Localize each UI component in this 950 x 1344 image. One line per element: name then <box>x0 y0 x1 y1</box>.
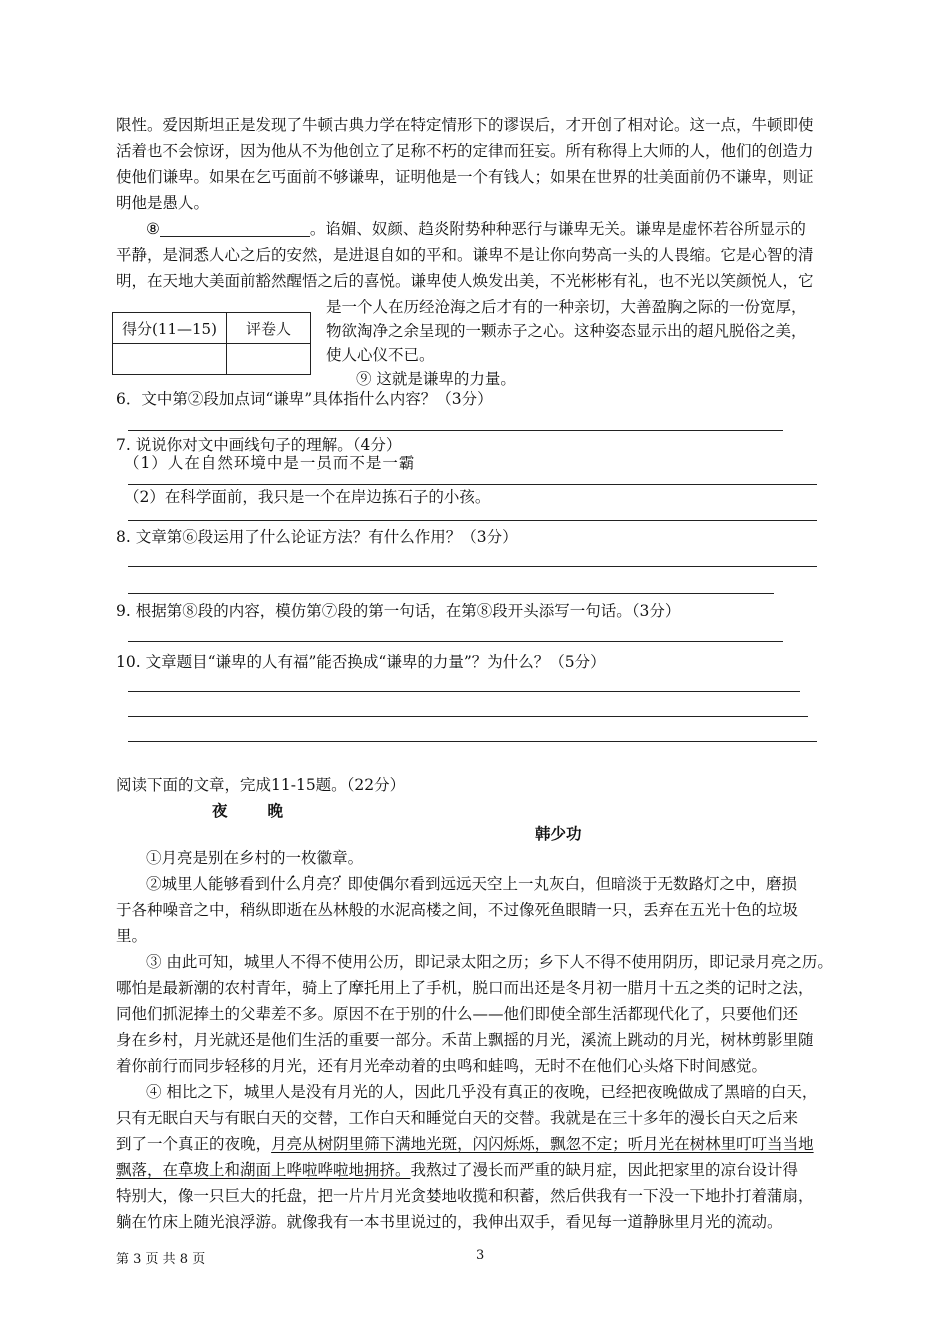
p4-line-2: 只有无眠白天与有眠白天的交替，工作白天和睡觉白天的交替。我就是在三十多年的漫长白天之后来 <box>116 1109 799 1127</box>
p2-line-1: ②城里人能够看到什么月亮？即使偶尔看到远远天空上一丸灰白，但暗淡于无数路灯之中，磨损 <box>146 875 798 893</box>
p9-line: ⑨ 这就是谦卑的力量。 <box>356 370 516 388</box>
question-8: 8. 文章第⑥段运用了什么论证方法？有什么作用？（3分） <box>116 528 518 546</box>
score-cell[interactable] <box>113 344 227 375</box>
answer-line-10-1[interactable] <box>128 691 800 692</box>
p1-end: 。 <box>347 849 364 867</box>
p8-line-2: 平静，是洞悉人心之后的安然，是进退自如的平和。谦卑不是让你向势高一头的人畏缩。它是心智的清 <box>116 246 814 264</box>
question-7: 7. 说说你对文中画线句子的理解。（4分） <box>116 436 402 454</box>
p3-line-4: 身在乡村，月光就还是他们生活的重要一部分。禾苗上飘摇的月光，溪流上跳动的月光，树林剪影里随 <box>116 1031 814 1049</box>
p4-line-3 <box>116 1131 814 1157</box>
score-label: 得分(11—15) <box>113 313 227 344</box>
underlined-sentence-part-1: 月亮从树阴里筛下满地光斑，闪闪烁烁，飘忽不定；听月光在树林里叮叮当当地 <box>271 1135 814 1153</box>
p4-line-6: 躺在竹床上随光浪浮游。就像我有一本书里说过的，我伸出双手，看见每一道静脉里月光的流动。 <box>116 1213 783 1231</box>
p7-line-4: 明他是愚人。 <box>116 194 210 212</box>
answer-line-7-2[interactable] <box>128 520 817 521</box>
passage-2-instruction: 阅读下面的文章，完成11-15题。（22分） <box>116 776 406 794</box>
p8-side-line-1: 是一个人在历经沧海之后才有的一种亲切，大善盈胸之际的一份宽厚， <box>326 298 807 316</box>
question-7-part-2: （2）在科学面前，我只是一个在岸边拣石子的小孩。 <box>124 488 491 506</box>
p2-line-2: 于各种噪音之中，稍纵即逝在丛林般的水泥高楼之间，不过像死鱼眼睛一只，丢弃在五光十色的垃圾 <box>116 901 799 919</box>
p4-line-1: ④ 相比之下，城里人是没有月光的人，因此几乎没有真正的夜晚，已经把夜晚做成了黑暗的白天， <box>146 1083 818 1101</box>
p7-line-3: 使他们谦卑。如果在乞丐面前不够谦卑，证明他是一个有钱人；如果在世界的壮美面前仍不谦卑，则证 <box>116 168 814 186</box>
p4-line-4 <box>116 1157 798 1183</box>
p7-line-2: 活着也不会惊讶，因为他从不为他创立了足称不朽的定律而狂妄。所有称得上大师的人，他们的创造力 <box>116 142 814 160</box>
question-10: 10. 文章题目“谦卑的人有福”能否换成“谦卑的力量”？为什么？（5分） <box>116 653 606 671</box>
p8-first-line <box>146 216 806 242</box>
p3-line-1: ③ 由此可知，城里人不得不使用公历，即记录太阳之历；乡下人不得不使用阴历，即记录月亮之历。 <box>146 953 833 971</box>
p3-line-2: 哪怕是最新潮的农村青年，骑上了摩托用上了手机，脱口而出还是冬月初一腊月十五之类的记时之法， <box>116 979 814 997</box>
footer-page-info: 第 3 页 共 8 页 <box>116 1252 206 1267</box>
score-box <box>112 312 311 375</box>
p8-side-line-3: 使人心仪不已。 <box>326 346 435 364</box>
answer-line-8-1[interactable] <box>128 566 817 567</box>
title-char-2: 晚 <box>267 801 284 820</box>
p8-first-tail: 。谄媚、奴颜、趋炎附势种种恶行与谦卑无关。谦卑是虚怀若谷所显示的 <box>309 220 806 238</box>
passage-2-title <box>212 800 283 822</box>
answer-line-10-3[interactable] <box>128 741 817 742</box>
p4-line-5: 特别大，像一只巨大的托盘，把一片片月光贪婪地收揽和积蓄，然后供我有一下没一下地扑打着蒲扇， <box>116 1187 814 1205</box>
title-char-1: 夜 <box>212 801 228 820</box>
p3-line-3: 同他们抓泥捧土的父辈差不多。原因不在于别的什么——他们即使全部生活都现代化了，只要他们还 <box>116 1005 799 1023</box>
question-9: 9. 根据第⑧段的内容，模仿第⑦段的第一句话，在第⑧段开头添写一句话。（3分） <box>116 602 681 620</box>
passage-2-author: 韩少功 <box>535 826 582 843</box>
grader-label: 评卷人 <box>227 313 311 344</box>
question-6: 6．文中第②段加点词“谦卑”具体指什么内容？（3分） <box>116 390 493 408</box>
p8-side-line-2: 物欲淘净之余呈现的一颗赤子之心。这种姿态显示出的超凡脱俗之美， <box>326 322 807 340</box>
p4-l3-pre: 到了一个 <box>116 1135 179 1153</box>
p8-fill-blank[interactable] <box>160 218 310 237</box>
p1-line <box>146 845 363 871</box>
p2-line-3: 里。 <box>116 927 148 945</box>
p1-dotted-phrase: 一枚徽章 <box>285 849 348 867</box>
p4-dotted-phrase: 真正的夜晚 <box>178 1135 256 1153</box>
p8-marker: ⑧ <box>146 220 160 238</box>
footer-page-number: 3 <box>476 1248 485 1263</box>
p3-line-5: 着你前行而同步轻移的月光，还有月光牵动着的虫鸣和蛙鸣，无时不在他们心头烙下时间感觉。 <box>116 1057 768 1075</box>
p4-l3-sep: ， <box>255 1135 272 1153</box>
answer-line-7-1[interactable] <box>128 484 817 485</box>
p7-line-1: 限性。爱因斯坦正是发现了牛顿古典力学在特定情形下的谬误后，才开创了相对论。这一点，牛顿即使 <box>116 116 814 134</box>
underlined-sentence-part-2: 飘落，在草坡上和湖面上哗啦哗啦地拥挤。 <box>116 1161 411 1179</box>
answer-line-9[interactable] <box>128 641 783 642</box>
answer-line-10-2[interactable] <box>128 716 808 717</box>
p8-line-3: 明，在天地大美面前豁然醒悟之后的喜悦。谦卑使人焕发出美，不光彬彬有礼，也不光以笑颜悦人，它 <box>116 272 814 290</box>
p1-text: ①月亮是别在乡村的 <box>146 849 286 867</box>
p4-l4-post: 我熬过了漫长而严重的缺月症，因此把家里的凉台设计得 <box>410 1161 799 1179</box>
answer-line-8-2[interactable] <box>128 593 774 594</box>
answer-line-6[interactable] <box>128 430 783 431</box>
grader-cell[interactable] <box>227 344 311 375</box>
question-7-part-1: （1）人在自然环境中是一员而不是一霸 <box>124 454 416 472</box>
